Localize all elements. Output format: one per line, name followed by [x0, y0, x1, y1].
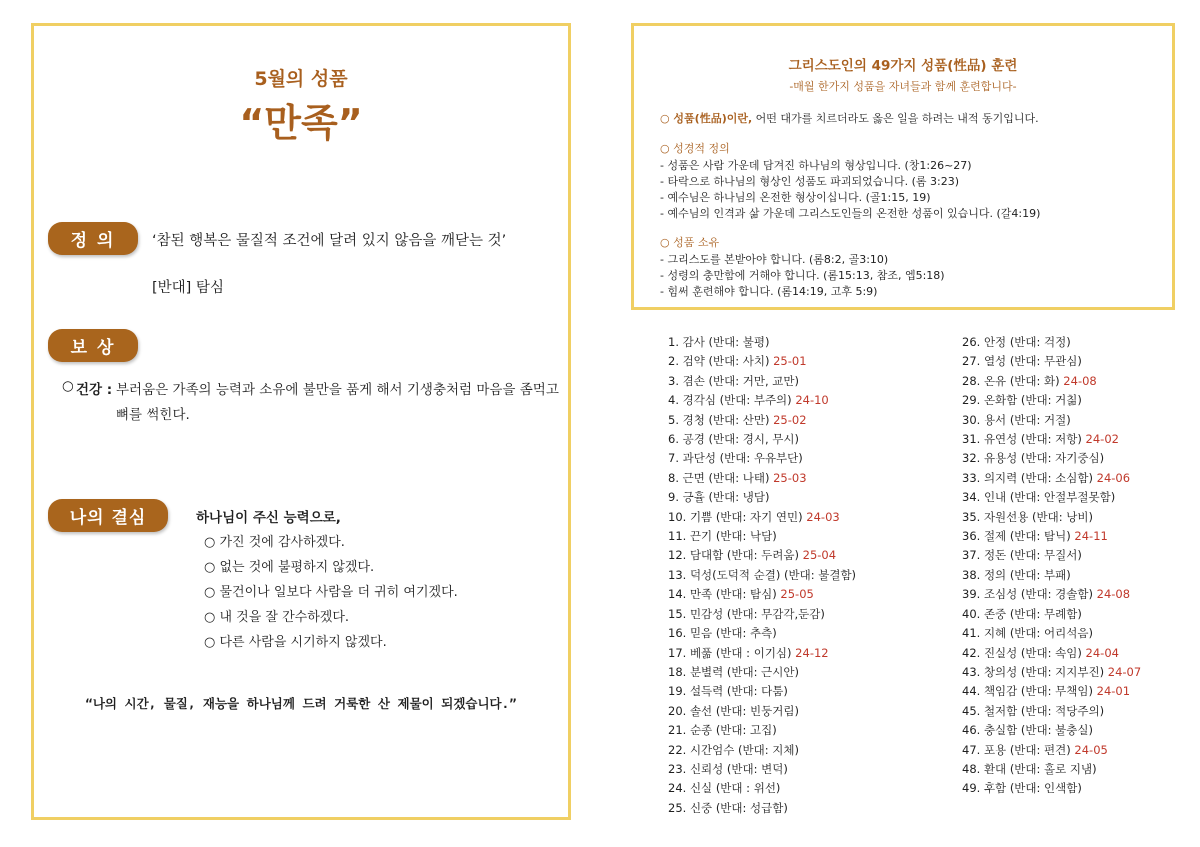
virtue-list-item	[668, 527, 856, 546]
bible-line: - 타락으로 하나님의 형상인 성품도 파괴되었습니다. (롬 3:23)	[660, 175, 959, 188]
virtue-name: 31. 유연성 (반대: 저항)	[962, 432, 1082, 447]
definition-text: ‘참된 행복은 물질적 조건에 달려 있지 않음을 깨닫는 것’	[152, 233, 507, 249]
virtue-list-item	[668, 449, 856, 468]
virtue-list-item	[668, 721, 856, 740]
virtue-list-item	[962, 760, 1141, 779]
virtue-name: 43. 창의성 (반대: 지지부진)	[962, 664, 1105, 679]
training-heading: 그리스도인의 49가지 성품(性品) 훈련	[788, 58, 1018, 74]
virtue-list-item	[962, 644, 1141, 663]
virtue-name: 47. 포용 (반대: 편견)	[962, 742, 1071, 757]
resolution-item: ○ 없는 것에 불평하지 않겠다.	[204, 560, 375, 575]
virtue-list-item	[668, 333, 856, 352]
virtue-name: 15. 민감성 (반대: 무감각,둔감)	[668, 606, 825, 621]
virtue-list-item	[962, 352, 1141, 371]
virtue-month-code: 25-05	[776, 587, 814, 602]
virtue-training-panel	[631, 23, 1175, 310]
virtue-list-item	[962, 624, 1141, 643]
virtue-name: 22. 시간엄수 (반대: 지체)	[668, 742, 799, 757]
virtue-name: 9. 긍휼 (반대: 냉담)	[668, 490, 770, 505]
virtue-month-code: 24-04	[1081, 645, 1119, 660]
virtue-list-item	[668, 779, 856, 798]
virtue-list-item	[962, 779, 1141, 798]
virtue-name: 23. 신뢰성 (반대: 변덕)	[668, 761, 788, 776]
virtue-month-code: 24-01	[1092, 684, 1131, 699]
virtue-name: 10. 기쁨 (반대: 자기 연민)	[668, 509, 803, 524]
bible-line: - 예수님의 인격과 삶 가운데 그리스도인들의 온전한 성품이 있습니다. (갈4:19)	[660, 207, 1041, 220]
virtue-month-code: 24-02	[1081, 432, 1119, 447]
virtue-list-item	[962, 449, 1141, 468]
virtue-name: 25. 신중 (반대: 성급함)	[668, 800, 788, 815]
virtue-list-item	[668, 391, 856, 410]
bible-definition-label: ○ 성경적 정의	[660, 142, 730, 155]
virtue-list-item	[962, 702, 1141, 721]
virtue-list-item	[668, 682, 856, 701]
virtue-list-item	[962, 741, 1141, 760]
virtue-name: 17. 베풂 (반대 : 이기심)	[668, 645, 792, 660]
virtue-name: 11. 끈기 (반대: 낙담)	[668, 529, 777, 544]
virtue-name: 29. 온화함 (반대: 거칢)	[962, 393, 1082, 408]
virtue-list-item	[668, 430, 856, 449]
virtue-list-item	[668, 663, 856, 682]
virtue-title: “만족”	[239, 101, 363, 145]
virtue-list-item	[668, 469, 856, 488]
virtue-list-item	[668, 352, 856, 371]
virtue-list-item	[962, 682, 1141, 701]
virtue-name: 8. 근면 (반대: 나태)	[668, 470, 770, 485]
virtue-month-code: 24-07	[1104, 664, 1142, 679]
virtue-list-item	[668, 411, 856, 430]
virtue-month-code: 24-05	[1070, 742, 1108, 757]
virtue-list-item	[962, 372, 1141, 391]
virtue-month-code: 24-03	[802, 509, 840, 524]
ownership-line: - 힘써 훈련해야 합니다. (롬14:19, 고후 5:9)	[660, 285, 878, 298]
virtue-list-item	[668, 585, 856, 604]
virtue-month-code: 25-03	[769, 470, 807, 485]
virtue-name: 36. 절제 (반대: 탐닉)	[962, 529, 1071, 544]
virtue-list-item	[962, 546, 1141, 565]
virtue-name: 30. 용서 (반대: 거절)	[962, 412, 1071, 427]
reward-tag: 보 상	[48, 329, 138, 362]
virtue-name: 7. 과단성 (반대: 우유부단)	[668, 451, 803, 466]
virtue-name: 34. 인내 (반대: 안절부절못함)	[962, 490, 1116, 505]
virtue-list-item	[962, 411, 1141, 430]
virtue-month-code: 24-11	[1070, 529, 1108, 544]
virtue-name: 27. 열성 (반대: 무관심)	[962, 354, 1082, 369]
virtue-name: 48. 환대 (반대: 홀로 지냄)	[962, 761, 1097, 776]
resolution-item: ○ 다른 사람을 시기하지 않겠다.	[204, 635, 387, 650]
virtue-list-item	[962, 721, 1141, 740]
virtue-list-item	[668, 546, 856, 565]
virtue-list-column-2	[962, 333, 1141, 799]
virtue-list-item	[668, 372, 856, 391]
virtue-list-item	[962, 605, 1141, 624]
virtue-name: 6. 공경 (반대: 경시, 무시)	[668, 432, 799, 447]
virtue-list-item	[962, 430, 1141, 449]
virtue-name: 16. 믿음 (반대: 추측)	[668, 626, 777, 641]
virtue-name: 14. 만족 (반대: 탐심)	[668, 587, 777, 602]
virtue-name: 45. 철저함 (반대: 적당주의)	[962, 703, 1105, 718]
definition-tag: 정 의	[48, 222, 138, 255]
virtue-name: 20. 솔선 (반대: 빈둥거림)	[668, 703, 799, 718]
virtue-list-item	[962, 527, 1141, 546]
virtue-name: 24. 신실 (반대 : 위선)	[668, 781, 781, 796]
virtue-list-item	[962, 469, 1141, 488]
virtue-name: 3. 겸손 (반대: 거만, 교만)	[668, 373, 799, 388]
virtue-ownership-label: ○ 성품 소유	[660, 236, 720, 249]
virtue-name: 26. 안정 (반대: 걱정)	[962, 335, 1071, 349]
virtue-month-code: 25-04	[798, 548, 837, 563]
bible-line: - 성품은 사람 가운데 담겨진 하나님의 형상입니다. (창1:26~27)	[660, 159, 972, 172]
virtue-name: 2. 검약 (반대: 사치)	[668, 354, 770, 369]
virtue-month-code: 24-10	[791, 393, 829, 408]
reward-bullet: ○	[62, 378, 74, 394]
virtue-month-code: 24-06	[1092, 470, 1131, 485]
virtue-name: 21. 순종 (반대: 고집)	[668, 723, 777, 738]
virtue-list-item	[668, 741, 856, 760]
virtue-month-code: 24-08	[1092, 587, 1131, 602]
virtue-name: 28. 온유 (반대: 화)	[962, 373, 1060, 388]
virtue-name: 5. 경청 (반대: 산만)	[668, 412, 770, 427]
ownership-line: - 성령의 충만함에 거해야 합니다. (롬15:13, 참조, 엡5:18)	[660, 269, 945, 282]
bible-line: - 예수님은 하나님의 온전한 형상이십니다. (골1:15, 19)	[660, 191, 931, 204]
reward-text-1: 부러움은 가족의 능력과 소유에 불만을 품게 해서 기생충처럼 마음을 좀먹고	[116, 382, 559, 398]
virtue-name: 38. 정의 (반대: 부패)	[962, 567, 1071, 582]
virtue-list-item	[668, 624, 856, 643]
virtue-list-item	[668, 508, 856, 527]
virtue-list-item	[668, 566, 856, 585]
virtue-name: 39. 조심성 (반대: 경솔함)	[962, 587, 1093, 602]
virtue-name: 33. 의지력 (반대: 소심함)	[962, 470, 1093, 485]
virtue-month-code: 24-08	[1059, 373, 1097, 388]
virtue-definition	[660, 110, 1039, 126]
virtue-list-item	[668, 702, 856, 721]
reward-label: 건강 :	[76, 382, 113, 398]
virtue-list-item	[962, 585, 1141, 604]
virtue-list-column-1	[668, 333, 856, 818]
virtue-name: 42. 진실성 (반대: 속임)	[962, 645, 1082, 660]
virtue-name: 35. 자원선용 (반대: 낭비)	[962, 509, 1093, 524]
virtue-list-item	[668, 760, 856, 779]
virtue-list-item	[962, 391, 1141, 410]
virtue-list-item	[668, 799, 856, 818]
virtue-list-item	[668, 488, 856, 507]
virtue-definition-label: ○ 성품(性品)이란,	[660, 112, 753, 125]
virtue-name: 44. 책임감 (반대: 무책임)	[962, 684, 1093, 699]
virtue-name: 41. 지혜 (반대: 어리석음)	[962, 626, 1093, 641]
virtue-name: 4. 경각심 (반대: 부주의)	[668, 393, 792, 408]
virtue-name: 12. 담대함 (반대: 두려움)	[668, 548, 799, 563]
resolution-item: ○ 물건이나 일보다 사람을 더 귀히 여기겠다.	[204, 585, 458, 600]
virtue-name: 40. 존중 (반대: 무례함)	[962, 606, 1082, 621]
monthly-virtue-panel	[31, 23, 571, 820]
virtue-list-item	[962, 566, 1141, 585]
resolution-lead: 하나님이 주신 능력으로,	[196, 510, 341, 526]
virtue-name: 32. 유용성 (반대: 자기중심)	[962, 451, 1105, 466]
virtue-name: 37. 정돈 (반대: 무질서)	[962, 548, 1082, 563]
virtue-list-item	[668, 605, 856, 624]
virtue-list-item	[668, 644, 856, 663]
virtue-list-item	[962, 333, 1141, 352]
month-subtitle: 5월의 성품	[254, 68, 348, 90]
virtue-name: 19. 설득력 (반대: 다툼)	[668, 684, 788, 699]
virtue-list-item	[962, 663, 1141, 682]
virtue-name: 18. 분별력 (반대: 근시안)	[668, 664, 799, 679]
resolution-tag: 나의 결심	[48, 499, 168, 532]
reward-text-2: 뼈를 썩힌다.	[116, 407, 190, 423]
virtue-month-code: 25-02	[769, 412, 807, 427]
resolution-item: ○ 내 것을 잘 간수하겠다.	[204, 610, 350, 625]
virtue-month-code: 24-12	[791, 645, 829, 660]
resolution-item: ○ 가진 것에 감사하겠다.	[204, 535, 345, 550]
virtue-definition-text: 어떤 대가를 치르더라도 옳은 일을 하려는 내적 동기입니다.	[752, 112, 1039, 125]
definition-opposite: [반대] 탐심	[152, 280, 224, 296]
virtue-name: 46. 충실함 (반대: 불충실)	[962, 723, 1093, 738]
virtue-name: 49. 후함 (반대: 인색함)	[962, 781, 1082, 796]
virtue-name: 13. 덕성(도덕적 순결) (반대: 불결함)	[668, 567, 857, 582]
dedication-quote: “나의 시간, 물질, 재능을 하나님께 드려 거룩한 산 제물이 되겠습니다.”	[85, 696, 517, 711]
virtue-list-item	[962, 488, 1141, 507]
ownership-line: - 그리스도를 본받아야 합니다. (롬8:2, 골3:10)	[660, 253, 889, 266]
virtue-list-item	[962, 508, 1141, 527]
virtue-name: 1. 감사 (반대: 불평)	[668, 335, 770, 349]
training-subheading: -매월 한가지 성품을 자녀들과 함께 훈련합니다-	[789, 80, 1017, 93]
virtue-month-code: 25-01	[769, 354, 807, 369]
